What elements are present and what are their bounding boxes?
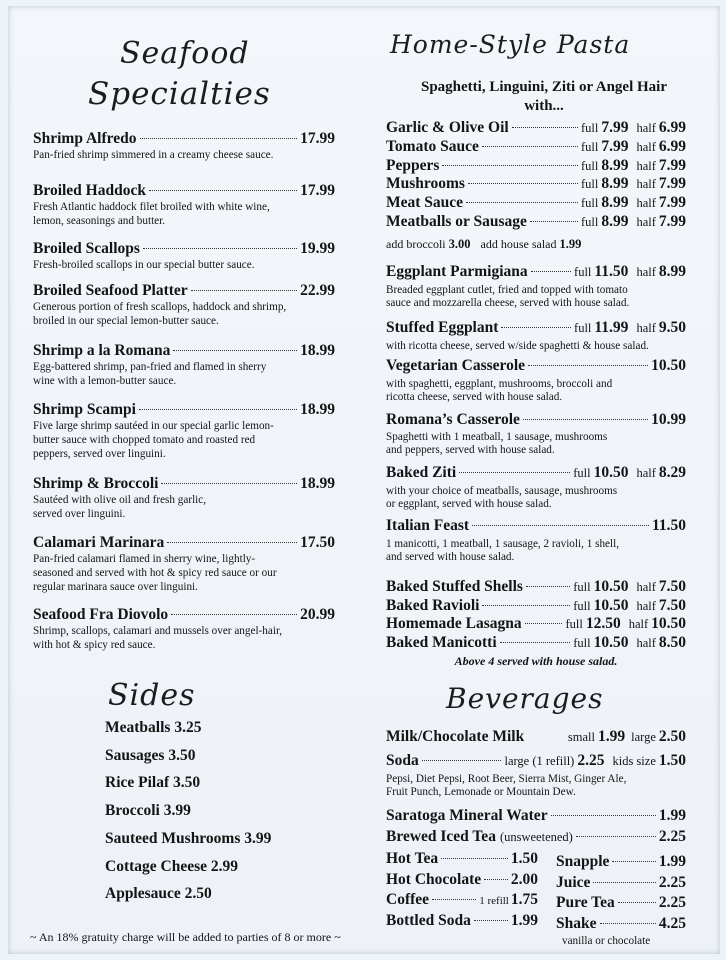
- menu-item: [33, 534, 335, 594]
- menu-item: [33, 475, 335, 521]
- item-description: peppers, served over linguini.: [33, 448, 166, 460]
- item-price: 2.25: [658, 894, 686, 911]
- full-price: 7.99: [601, 119, 629, 136]
- small-price: 1.99: [597, 728, 626, 745]
- item-price: 4.25: [658, 914, 686, 932]
- item-description: with hot & spicy red sauce.: [33, 639, 156, 651]
- item-note: 1 refill: [479, 895, 509, 907]
- item-description: and served with house salad.: [386, 551, 515, 563]
- item-description: Egg-battered shrimp, pan-fried and flamed in sherry: [33, 361, 267, 373]
- dot-leader: [484, 879, 508, 880]
- item-name: Seafood Fra Diovolo: [33, 606, 169, 623]
- item-name: Juice: [556, 873, 591, 891]
- soda-row: [386, 752, 686, 770]
- item-name: Baked Ziti: [386, 464, 457, 481]
- kids-label: kids size: [612, 754, 656, 768]
- half-price: 7.50: [658, 596, 686, 614]
- full-label: full: [574, 321, 592, 335]
- item-description: Breaded eggplant cutlet, fried and topped with tomato: [386, 284, 628, 296]
- menu-page: [8, 6, 720, 954]
- baked-row: [386, 578, 686, 596]
- dot-leader: [432, 899, 476, 900]
- menu-item-row: [33, 606, 335, 624]
- full-price: 7.99: [601, 137, 629, 155]
- item-description: Generous portion of fresh scallops, haddock and shrimp,: [33, 301, 287, 313]
- dot-leader: [143, 248, 297, 249]
- item-price: 17.99: [300, 130, 335, 147]
- item-name: Meatballs or Sausage: [386, 213, 527, 230]
- half-price: 8.50: [658, 633, 686, 651]
- kids-price: 1.50: [658, 752, 686, 769]
- dot-leader: [474, 920, 508, 921]
- item-price: 17.50: [300, 534, 335, 551]
- dot-leader: [500, 642, 571, 643]
- small-label: small: [567, 730, 595, 744]
- item-name: Vegetarian Casserole: [386, 357, 526, 374]
- pasta-subhead-line2: with...: [524, 98, 564, 114]
- side-item: [105, 858, 238, 876]
- dot-leader: [468, 183, 578, 184]
- item-name: Mushrooms: [386, 175, 465, 193]
- side-name: Applesauce: [105, 885, 181, 903]
- item-price: 1.75: [510, 891, 538, 908]
- sauce-row: [386, 175, 686, 193]
- dot-leader: [422, 760, 502, 761]
- sauce-row: [386, 157, 686, 175]
- item-description: sauce and mozzarella cheese, served with house salad.: [386, 297, 630, 309]
- side-item: [105, 747, 195, 765]
- dot-leader: [161, 483, 297, 484]
- dot-leader: [530, 221, 578, 222]
- eggplant-parm-row: [386, 263, 686, 281]
- side-price: 3.25: [174, 719, 202, 736]
- side-item: [105, 774, 200, 792]
- addon-broccoli-price: 3.00: [448, 237, 471, 251]
- half-label: half: [636, 215, 656, 229]
- dot-leader: [576, 836, 656, 837]
- item-description: butter sauce with chopped tomato and roasted red: [33, 434, 256, 446]
- full-label: full: [580, 121, 599, 135]
- full-label: full: [573, 580, 591, 594]
- large-label: large (1 refill): [504, 754, 575, 768]
- item-price: 1.99: [658, 853, 686, 870]
- beverage-row: [556, 853, 686, 871]
- item-note: (unsweetened): [499, 830, 573, 844]
- item-name: Saratoga Mineral Water: [386, 807, 548, 824]
- beverage-row: [386, 912, 538, 930]
- side-name: Rice Pilaf: [105, 774, 170, 792]
- dot-leader: [531, 271, 571, 272]
- vegetarian-row: [386, 357, 686, 375]
- menu-item-row: [33, 240, 335, 258]
- full-label: full: [580, 177, 599, 192]
- pasta-heading: Home-Style Pasta: [390, 30, 631, 59]
- half-label: half: [636, 196, 656, 211]
- addon-salad-price: 1.99: [559, 237, 582, 251]
- item-price: 18.99: [300, 401, 335, 418]
- half-label: half: [636, 635, 656, 650]
- side-name: Sausages: [105, 746, 165, 764]
- item-price: 1.99: [510, 911, 538, 929]
- full-price: 10.50: [593, 596, 629, 614]
- item-name: Shrimp Scampi: [33, 401, 136, 418]
- item-description: served over linguini.: [33, 508, 126, 520]
- pasta-subhead-line1: Spaghetti, Linguini, Ziti or Angel Hair: [420, 79, 667, 95]
- sauce-row: [386, 119, 686, 137]
- soda-description: Fruit Punch, Lemonade or Mountain Dew.: [386, 786, 576, 798]
- item-price: 2.00: [510, 870, 538, 888]
- beverages-heading: Beverages: [446, 682, 604, 715]
- full-label: full: [580, 196, 599, 211]
- menu-item-row: [33, 282, 335, 300]
- item-name: Bottled Soda: [386, 911, 471, 929]
- full-label: full: [574, 265, 592, 279]
- half-price: 10.50: [651, 615, 686, 632]
- full-price: 8.99: [601, 175, 629, 193]
- side-price: 3.99: [163, 802, 191, 820]
- beverage-row: [556, 915, 686, 933]
- item-price: 19.99: [300, 240, 335, 257]
- menu-item: [33, 606, 335, 652]
- sauce-row: [386, 138, 686, 156]
- item-description: with ricotta cheese, served w/side spaghetti & house salad.: [386, 340, 649, 352]
- item-name: Coffee: [386, 891, 430, 908]
- dot-leader: [191, 290, 297, 291]
- addon-salad-label: add house salad: [480, 237, 557, 251]
- dot-leader: [593, 882, 655, 883]
- half-price: 7.99: [658, 194, 686, 212]
- half-label: half: [636, 598, 656, 613]
- item-name: Stuffed Eggplant: [386, 319, 499, 336]
- half-price: 6.99: [658, 137, 686, 155]
- full-label: full: [565, 617, 583, 631]
- half-label: half: [636, 139, 656, 154]
- item-description: or eggplant, served with house salad.: [386, 498, 552, 510]
- dot-leader: [149, 190, 297, 191]
- seafood-heading-line2: Specialties: [88, 76, 271, 112]
- half-label: half: [636, 321, 656, 335]
- side-item: [105, 802, 191, 820]
- item-name: Eggplant Parmigiana: [386, 263, 528, 280]
- menu-item-row: [33, 182, 335, 200]
- baked-row: [386, 634, 686, 652]
- menu-item: [33, 240, 335, 272]
- item-name: Soda: [386, 752, 419, 769]
- menu-item: [33, 401, 335, 461]
- item-name: Shake: [556, 914, 597, 932]
- saratoga-row: [386, 807, 686, 825]
- item-name: Snapple: [556, 853, 610, 870]
- full-price: 11.99: [594, 319, 629, 336]
- dot-leader: [442, 165, 578, 166]
- half-price: 9.50: [658, 319, 686, 336]
- dot-leader: [167, 542, 297, 543]
- half-label: half: [636, 580, 656, 594]
- shake-note: vanilla or chocolate: [562, 935, 651, 947]
- beverage-row: [556, 874, 686, 892]
- full-label: full: [573, 466, 591, 480]
- item-name: Shrimp a la Romana: [33, 342, 171, 359]
- large-price: 2.50: [658, 728, 686, 745]
- half-label: half: [636, 466, 656, 480]
- dot-leader: [528, 365, 648, 366]
- item-price: 11.50: [651, 517, 686, 534]
- half-label: half: [636, 158, 656, 173]
- item-name: Brewed Iced Tea: [386, 828, 496, 845]
- full-label: full: [580, 215, 599, 229]
- baked-row: [386, 597, 686, 615]
- half-price: 7.50: [658, 578, 686, 595]
- full-price: 10.50: [593, 464, 629, 481]
- sauce-row: [386, 194, 686, 212]
- item-name: Calamari Marinara: [33, 534, 165, 551]
- pasta-addons: [386, 237, 581, 252]
- item-name: Hot Chocolate: [386, 870, 482, 888]
- side-price: 3.50: [173, 774, 201, 792]
- menu-item-row: [33, 475, 335, 493]
- dot-leader: [618, 902, 656, 903]
- side-name: Meatballs: [105, 719, 171, 736]
- beverage-row: [386, 850, 538, 868]
- side-item: [105, 830, 271, 848]
- menu-item: [33, 282, 335, 328]
- full-label: full: [580, 158, 599, 173]
- item-description: Pan-fried shrimp simmered in a creamy cheese sauce.: [33, 149, 274, 161]
- item-description: wine with a lemon-butter sauce.: [33, 375, 177, 387]
- half-label: half: [636, 265, 656, 279]
- item-description: Shrimp, scallops, calamari and mussels over angel-hair,: [33, 625, 283, 637]
- item-price: 10.50: [651, 357, 686, 374]
- dot-leader: [523, 419, 648, 420]
- menu-item-row: [33, 534, 335, 552]
- side-name: Sauteed Mushrooms: [105, 829, 241, 847]
- half-price: 6.99: [658, 119, 686, 136]
- side-price: 3.50: [168, 746, 196, 764]
- item-name: Shrimp Alfredo: [33, 130, 137, 147]
- item-description: Sautéed with olive oil and fresh garlic,: [33, 494, 207, 506]
- full-price: 10.50: [593, 578, 629, 595]
- italian-feast-row: [386, 517, 686, 535]
- dot-leader: [512, 127, 578, 128]
- gratuity-note: ~ An 18% gratuity charge will be added to parties of 8 or more ~: [30, 930, 341, 944]
- full-label: full: [573, 635, 591, 650]
- item-description: 1 manicotti, 1 meatball, 1 sausage, 2 ravioli, 1 shell,: [386, 538, 620, 550]
- half-price: 8.99: [658, 263, 686, 280]
- item-name: Baked Manicotti: [386, 633, 497, 651]
- half-label: half: [628, 617, 649, 631]
- item-description: Fresh Atlantic haddock filet broiled with white wine,: [33, 201, 270, 213]
- item-price: 18.99: [300, 475, 335, 492]
- item-price: 1.99: [658, 807, 686, 824]
- side-name: Cottage Cheese: [105, 857, 208, 875]
- side-item: [105, 719, 201, 737]
- beverage-row: [556, 894, 686, 912]
- item-name: Tomato Sauce: [386, 137, 479, 155]
- sides-heading: Sides: [108, 678, 196, 713]
- item-price: 2.25: [658, 828, 686, 845]
- item-name: Baked Ravioli: [386, 596, 480, 614]
- item-name: Homemade Lasagna: [386, 615, 522, 632]
- side-price: 2.50: [184, 885, 212, 903]
- half-price: 8.29: [658, 464, 686, 481]
- item-description: and peppers, served with house salad.: [386, 444, 555, 456]
- item-name: Baked Stuffed Shells: [386, 578, 523, 595]
- half-label: half: [636, 121, 656, 135]
- item-description: lemon, seasonings and butter.: [33, 215, 166, 227]
- beverage-row: [386, 871, 538, 889]
- item-name: Hot Tea: [386, 850, 439, 867]
- milk-row: [386, 728, 686, 746]
- menu-item: [33, 342, 335, 388]
- dot-leader: [482, 146, 578, 147]
- addon-broccoli-label: add broccoli: [386, 237, 446, 251]
- full-label: full: [580, 139, 599, 154]
- item-description: with your choice of meatballs, sausage, mushrooms: [386, 485, 618, 497]
- item-description: Spaghetti with 1 meatball, 1 sausage, mushrooms: [386, 431, 608, 443]
- full-price: 8.99: [601, 194, 629, 212]
- baked-note: Above 4 served with house salad.: [454, 654, 618, 668]
- menu-item-row: [33, 130, 335, 148]
- dot-leader: [140, 138, 298, 139]
- item-description: seasoned and served with hot & spicy red sauce or our: [33, 567, 277, 579]
- full-label: full: [573, 598, 591, 613]
- item-name: Milk/Chocolate Milk: [386, 728, 525, 745]
- baked-ziti-row: [386, 464, 686, 482]
- item-name: Romana’s Casserole: [386, 411, 520, 428]
- menu-item-row: [33, 401, 335, 419]
- menu-item: [33, 130, 335, 162]
- full-price: 10.50: [593, 633, 629, 651]
- dot-leader: [600, 923, 656, 924]
- dot-leader: [139, 409, 297, 410]
- iced-tea-row: [386, 828, 686, 846]
- dot-leader: [459, 472, 570, 473]
- romana-row: [386, 411, 686, 429]
- seafood-heading-line1: Seafood: [120, 36, 250, 71]
- item-price: 17.99: [300, 182, 335, 199]
- item-description: broiled in our special lemon-butter sauce.: [33, 315, 219, 327]
- beverage-row: [386, 891, 538, 909]
- item-name: Meat Sauce: [386, 194, 464, 212]
- dot-leader: [551, 815, 656, 816]
- menu-item: [33, 182, 335, 228]
- sauce-row: [386, 213, 686, 231]
- side-price: 2.99: [210, 857, 239, 875]
- stuffed-eggplant-row: [386, 319, 686, 337]
- item-name: Pure Tea: [556, 894, 615, 911]
- item-description: ricotta cheese, served with house salad.: [386, 391, 563, 403]
- item-price: 22.99: [300, 282, 335, 299]
- dot-leader: [525, 623, 563, 624]
- pasta-subhead: [380, 78, 708, 116]
- half-price: 7.99: [658, 156, 686, 174]
- baked-row: [386, 615, 686, 633]
- item-name: Broiled Haddock: [33, 182, 146, 199]
- item-price: 20.99: [300, 606, 335, 623]
- dot-leader: [526, 586, 570, 587]
- large-label: large: [631, 730, 656, 744]
- item-name: Broiled Scallops: [33, 240, 140, 257]
- item-name: Garlic & Olive Oil: [386, 119, 509, 136]
- item-description: Five large shrimp sautéed in our special garlic lemon-: [33, 420, 274, 432]
- soda-description: Pepsi, Diet Pepsi, Root Beer, Sierra Mist, Ginger Ale,: [386, 773, 627, 785]
- half-label: half: [636, 177, 656, 192]
- menu-item-row: [33, 342, 335, 360]
- item-name: Italian Feast: [386, 517, 470, 534]
- full-price: 8.99: [601, 156, 629, 174]
- item-price: 18.99: [300, 342, 335, 359]
- full-price: 12.50: [585, 615, 621, 632]
- dot-leader: [472, 525, 649, 526]
- item-name: Peppers: [386, 156, 440, 174]
- item-description: regular marinara sauce over linguini.: [33, 581, 198, 593]
- item-name: Shrimp & Broccoli: [33, 475, 159, 492]
- dot-leader: [482, 605, 570, 606]
- half-price: 7.99: [658, 175, 686, 193]
- dot-leader: [466, 202, 578, 203]
- dot-leader: [171, 614, 297, 615]
- full-price: 8.99: [601, 213, 629, 230]
- item-price: 2.25: [658, 873, 686, 891]
- dot-leader: [441, 858, 508, 859]
- item-name: Broiled Seafood Platter: [33, 282, 188, 299]
- side-item: [105, 885, 212, 903]
- item-price: 10.99: [651, 411, 686, 428]
- full-price: 11.50: [594, 263, 629, 280]
- dot-leader: [501, 327, 571, 328]
- large-price: 2.25: [577, 752, 605, 769]
- dot-leader: [612, 861, 655, 862]
- dot-leader: [173, 350, 297, 351]
- side-name: Broccoli: [105, 802, 160, 820]
- side-price: 3.99: [244, 829, 272, 847]
- item-description: Fresh-broiled scallops in our special butter sauce.: [33, 259, 255, 271]
- half-price: 7.99: [658, 213, 686, 230]
- item-description: Pan-fried calamari flamed in sherry wine, lightly-: [33, 553, 256, 565]
- item-description: with spaghetti, eggplant, mushrooms, broccoli and: [386, 378, 613, 390]
- item-price: 1.50: [510, 850, 538, 867]
